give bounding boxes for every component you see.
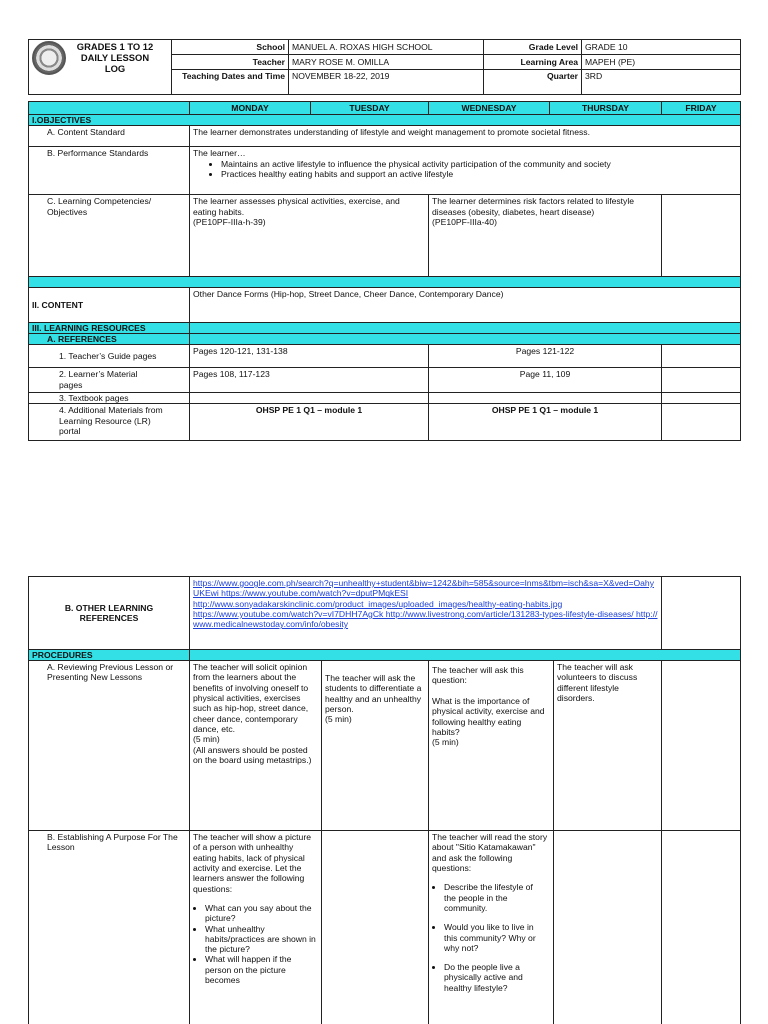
performance-standards-label: B. Performance Standards xyxy=(29,147,190,195)
procedure-a-monday: The teacher will solicit opinion from the learners about the benefits of involving oneself to physical activities, exercises such as hip-hop, street dance, cheer dance, contemporary dance, etc. (5 min) (All answers should be posted on the board using metastrips.) xyxy=(190,661,322,831)
content-value: Other Dance Forms (Hip-hop, Street Dance, Cheer Dance, Contemporary Dance) xyxy=(190,288,741,323)
page-1 xyxy=(28,39,740,441)
reference-link[interactable]: http://www.sonyadakarskinclinic.com/product_images/uploaded_images/healthy-eating-habits.jpg xyxy=(193,598,563,609)
day-friday: FRIDAY xyxy=(662,102,741,115)
grade-level-label: Grade Level xyxy=(484,40,582,55)
question-item: • Would you like to live in this community? Why or why not? xyxy=(444,922,540,953)
dates-label: Teaching Dates and Time xyxy=(172,69,289,94)
learning-area-label: Learning Area xyxy=(484,55,582,69)
additional-materials-right: OHSP PE 1 Q1 – module 1 xyxy=(429,404,662,441)
day-monday: MONDAY xyxy=(190,102,311,115)
additional-materials-label: 4. Additional Materials from Learning Resource (LR) portal xyxy=(29,404,190,441)
procedure-b-label: B. Establishing A Purpose For The Lesson xyxy=(29,831,190,1024)
cyan-divider xyxy=(29,277,741,288)
other-references-links xyxy=(190,577,662,650)
title-cell xyxy=(29,40,172,95)
competencies-label: C. Learning Competencies/ Objectives xyxy=(29,195,190,277)
textbook-label: 3. Textbook pages xyxy=(29,393,190,404)
grade-level-value: GRADE 10 xyxy=(582,40,741,55)
learning-area-value: MAPEH (PE) xyxy=(582,55,741,69)
log-title: GRADES 1 TO 12 DAILY LESSON LOG xyxy=(76,41,154,74)
procedures-heading: PROCEDURES xyxy=(29,650,190,661)
competencies-right: The learner determines risk factors related to lifestyle diseases (obesity, diabetes, heart disease) (PE10PF-IIIa-40) xyxy=(429,195,662,277)
school-label: School xyxy=(172,40,289,55)
competencies-left: The learner assesses physical activities, exercise, and eating habits. (PE10PF-IIIa-h-39) xyxy=(190,195,429,277)
teacher-label: Teacher xyxy=(172,55,289,69)
resources-heading: III. LEARNING RESOURCES xyxy=(29,323,190,334)
day-tuesday: TUESDAY xyxy=(311,102,429,115)
question-item: • What can you say about the picture? xyxy=(205,903,318,924)
procedure-b-wednesday: The teacher will read the story about "Sitio Katamakawan" and ask the following questions: • Describe the lifestyle of the people in the community. • Would you like to live in this community? Why or why not? • Do the people live a physically active and healthy lifestyle? xyxy=(429,831,554,1024)
question-item: • Describe the lifestyle of the people in the community. xyxy=(444,882,540,913)
other-references-label: B. OTHER LEARNING REFERENCES xyxy=(29,577,190,650)
procedure-b-monday: The teacher will show a picture of a person with unhealthy eating habits, lack of physical activity and exercise. Let the learners answer the following questions: • What can you say about the picture? • What unhealthy habits/practices are shown in the picture? • What will happen if the person on the picture becomes xyxy=(190,831,322,1024)
reference-link[interactable]: https://www.youtube.com/watch?v=vI7DHH7AgCk http://www.livestrong.com/article/131283-types-lifestyle-diseases/ http://www.medicalnewstoday.com/info/obesity xyxy=(193,608,658,630)
quarter-label: Quarter xyxy=(484,69,582,94)
day-thursday: THURSDAY xyxy=(550,102,662,115)
quarter-value: 3RD xyxy=(582,69,741,94)
lm-pages-label: 2. Learner’s Material pages xyxy=(29,368,190,393)
objectives-heading: I.OBJECTIVES xyxy=(29,115,741,126)
procedures-table xyxy=(28,576,741,1024)
procedure-a-tuesday: The teacher will ask the students to differentiate a healthy and an unhealthy person. (5 min) xyxy=(322,661,429,831)
additional-materials-left: OHSP PE 1 Q1 – module 1 xyxy=(190,404,429,441)
lesson-table xyxy=(28,101,741,441)
references-heading: A. REFERENCES xyxy=(29,334,190,345)
performance-item: • Practices healthy eating habits and support an active lifestyle xyxy=(221,169,737,179)
content-standard-value: The learner demonstrates understanding of lifestyle and weight management to promote societal fitness. xyxy=(190,126,741,147)
competencies-friday xyxy=(662,195,741,277)
procedure-a-label: A. Reviewing Previous Lesson or Presenting New Lessons xyxy=(29,661,190,831)
question-item: • Do the people live a physically active and healthy lifestyle? xyxy=(444,962,540,993)
tg-pages-left: Pages 120-121, 131-138 xyxy=(190,345,429,368)
lm-pages-right: Page 11, 109 xyxy=(429,368,662,393)
tg-pages-right: Pages 121-122 xyxy=(429,345,662,368)
content-standard-label: A. Content Standard xyxy=(29,126,190,147)
day-wednesday: WEDNESDAY xyxy=(429,102,550,115)
tg-pages-label: 1. Teacher’s Guide pages xyxy=(29,345,190,368)
day-header-blank xyxy=(29,102,190,115)
dates-value: NOVEMBER 18-22, 2019 xyxy=(289,69,484,94)
question-item: • What will happen if the person on the picture becomes xyxy=(205,954,318,985)
performance-standards-value: The learner… • Maintains an active lifestyle to influence the physical activity participation of the community and society • Practices healthy eating habits and support an active lifestyle xyxy=(190,147,741,195)
procedure-a-thursday: The teacher will ask volunteers to discuss different lifestyle disorders. xyxy=(554,661,662,831)
lm-pages-left: Pages 108, 117-123 xyxy=(190,368,429,393)
procedure-a-wednesday: The teacher will ask this question: What is the importance of physical activity, exercise and following healthy eating habits? (5 min) xyxy=(429,661,554,831)
header-table xyxy=(28,39,741,95)
teacher-value: MARY ROSE M. OMILLA xyxy=(289,55,484,69)
question-item: • What unhealthy habits/practices are shown in the picture? xyxy=(205,924,318,955)
reference-link[interactable]: https://www.google.com.ph/search?q=unhealthy+student&biw=1242&bih=585&source=lnms&tbm=isch&sa=X&ved=OahyUKEwi https://www.youtube.com/watch?v=dputPMqkESI xyxy=(193,578,655,599)
content-heading: II. CONTENT xyxy=(29,288,190,323)
performance-item: • Maintains an active lifestyle to influence the physical activity participation of the community and society xyxy=(221,159,737,169)
school-value: MANUEL A. ROXAS HIGH SCHOOL xyxy=(289,40,484,55)
page-2 xyxy=(28,576,740,1024)
